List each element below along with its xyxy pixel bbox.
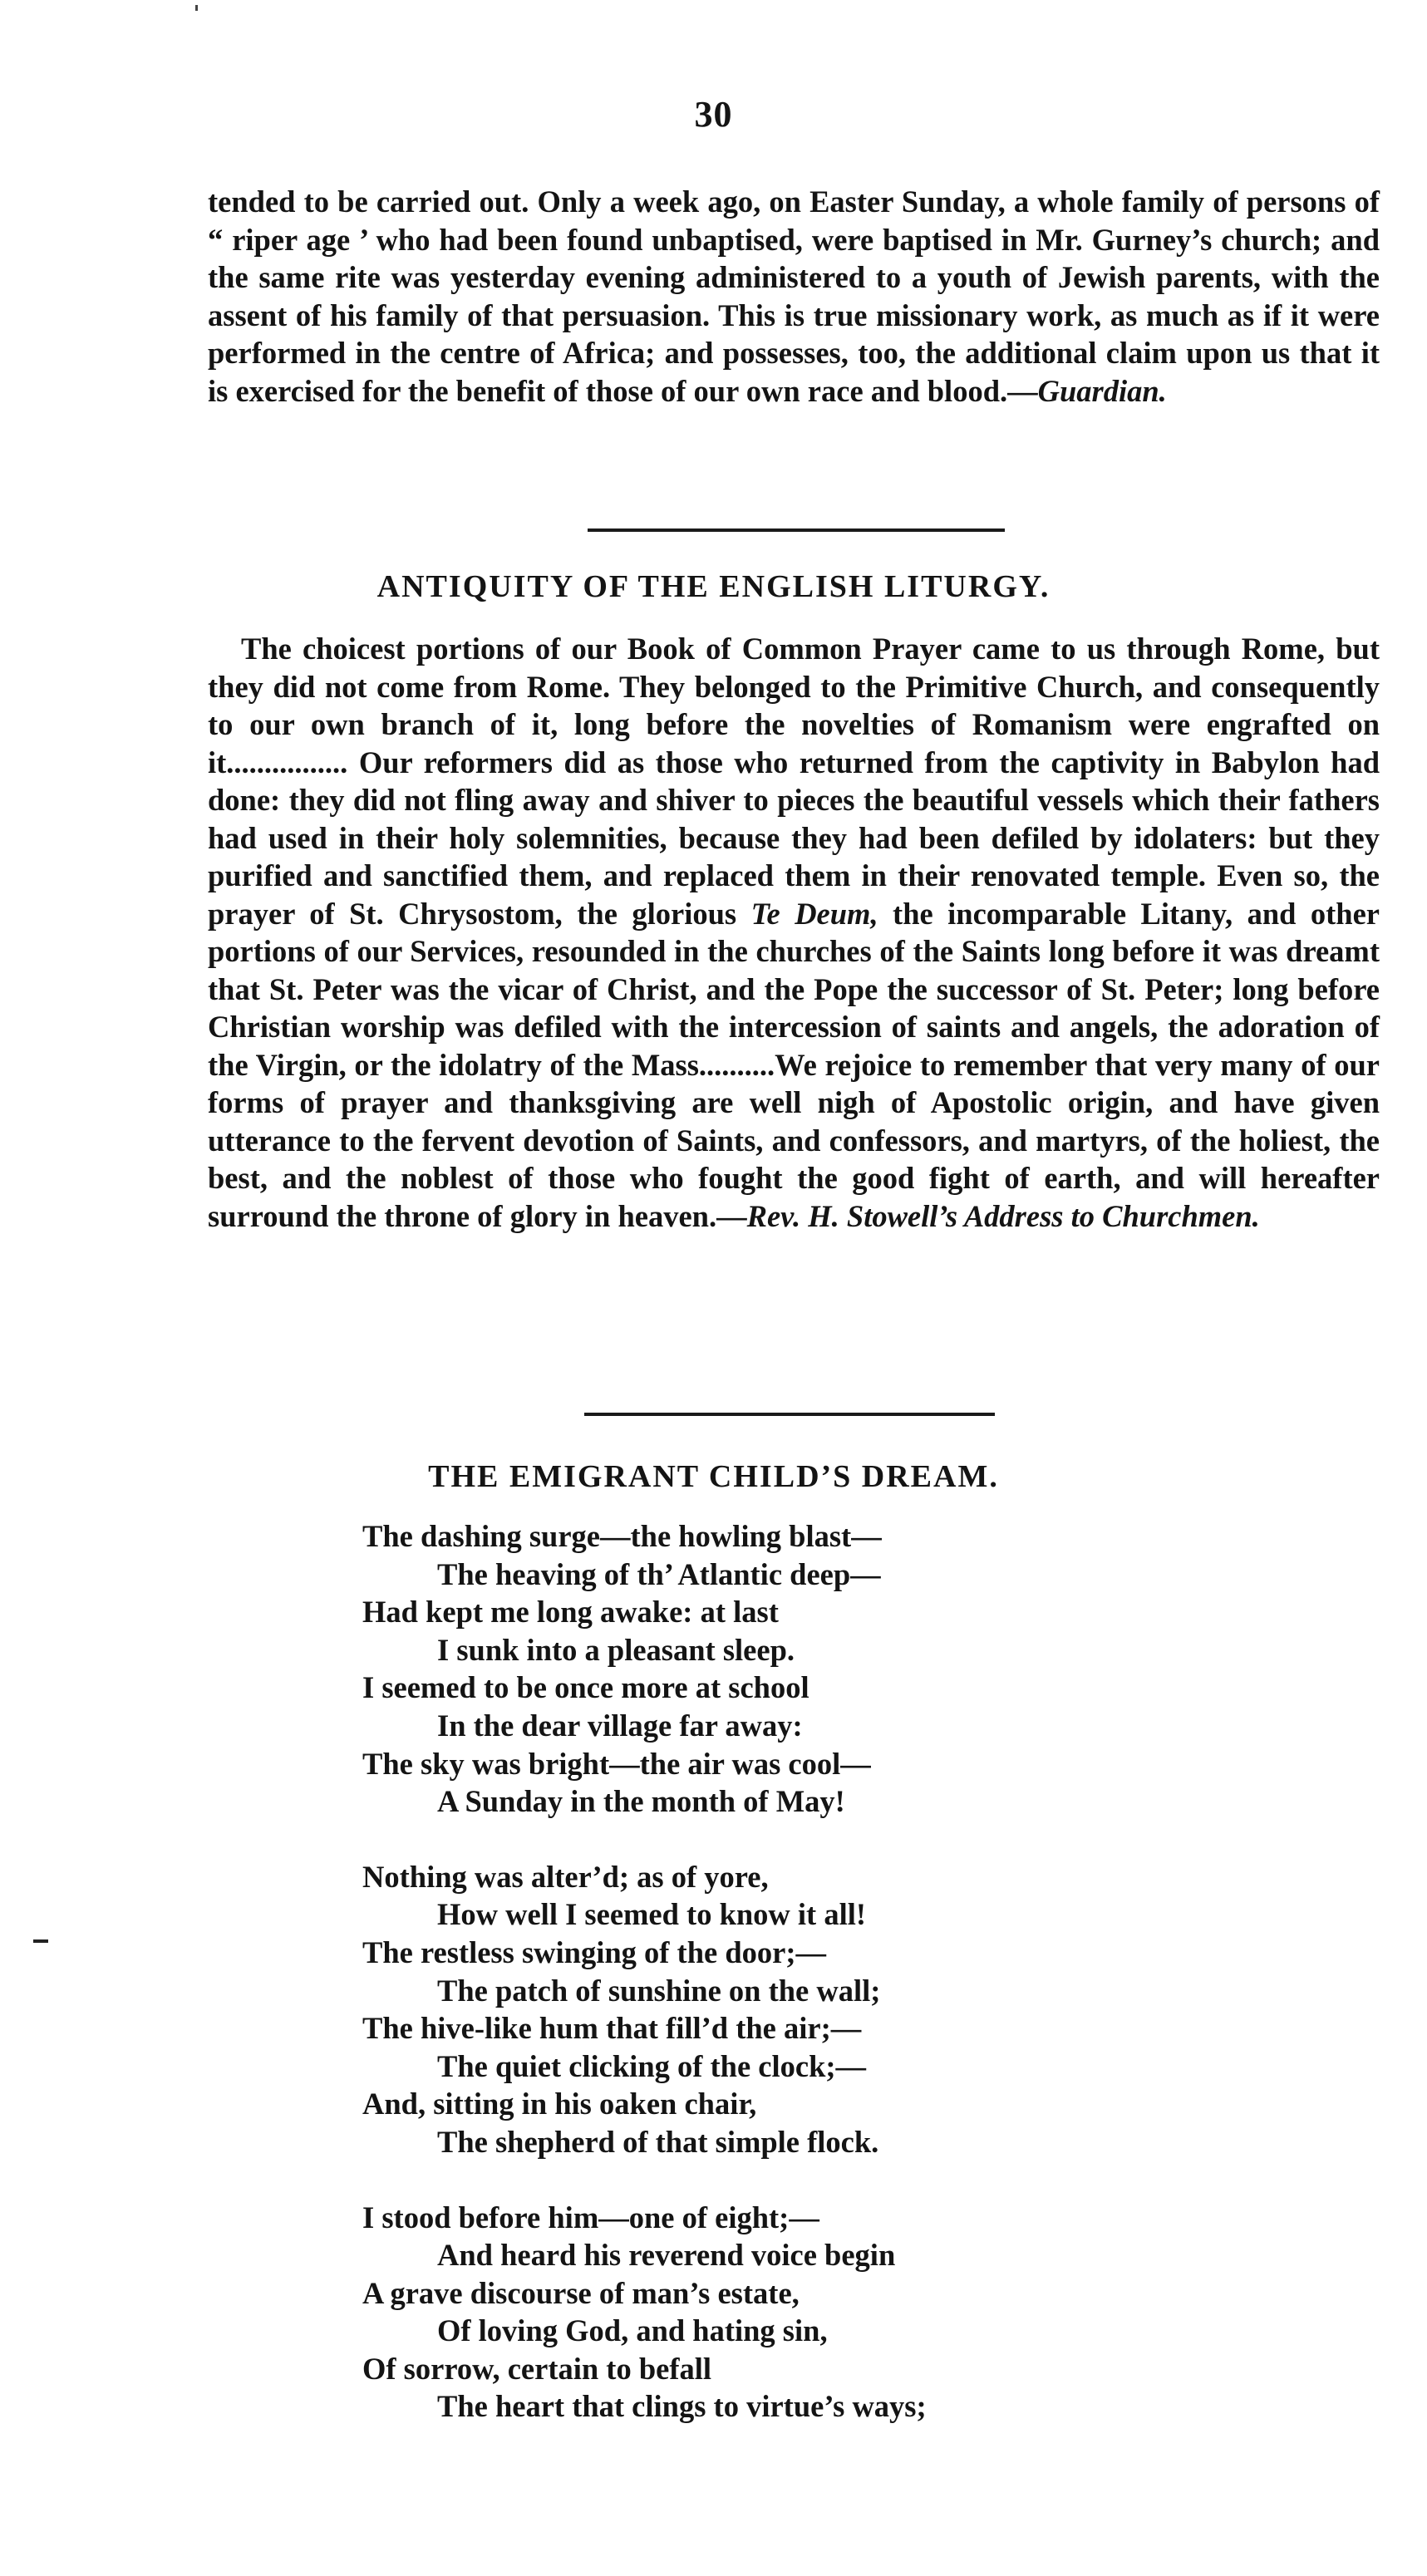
poem-line: Of loving God, and hating sin, xyxy=(437,2313,828,2348)
liturgy-source: Rev. H. Stowell’s Address to Churchmen. xyxy=(746,1198,1260,1233)
continued-article-source: Guardian. xyxy=(1037,373,1167,408)
poem-line: And, sitting in his oaken chair, xyxy=(362,2087,757,2121)
margin-mark xyxy=(33,1939,48,1943)
poem-line: The patch of sunshine on the wall; xyxy=(437,1973,881,2008)
poem-line: In the dear village far away: xyxy=(437,1708,803,1743)
poem-line: Of sorrow, certain to befall xyxy=(362,2351,711,2386)
continued-article-text: tended to be carried out. Only a week ago, on Easter Sunday, a whole family of persons of “ riper age ’ who had been found unbaptised, were baptised in Mr. Gurney’s church; and the same rite was yesterday evening administered to a youth of Jewish parents, with the assent of his family of that persuasion. This is true missionary work, as much as if it were performed in the centre of Africa; and possesses, too, the additional claim upon us that it is exercised for the benefit of those of our own race and blood.— xyxy=(208,184,1380,408)
section-divider-rule xyxy=(584,1413,995,1416)
liturgy-article xyxy=(208,630,1380,1235)
poem-line: The shepherd of that simple flock. xyxy=(437,2124,879,2159)
poem-stanza xyxy=(362,1517,1360,1821)
continued-article-paragraph xyxy=(208,183,1380,410)
poem-line: The hive-like hum that fill’d the air;— xyxy=(362,2011,862,2046)
poem-line: The heart that clings to virtue’s ways; xyxy=(437,2389,927,2424)
liturgy-paragraph xyxy=(208,630,1380,1235)
poem-line: A Sunday in the month of May! xyxy=(437,1784,845,1819)
poem-line: The sky was bright—the air was cool— xyxy=(362,1746,871,1781)
poem-line: The heaving of th’ Atlantic deep— xyxy=(437,1556,881,1591)
liturgy-heading: ANTIQUITY OF THE ENGLISH LITURGY. xyxy=(376,569,1051,604)
poem-line: And heard his reverend voice begin xyxy=(437,2238,896,2273)
poem-line: The quiet clicking of the clock;— xyxy=(437,2048,867,2083)
liturgy-text-continued: the incomparable Litany, and other portions of our Services, resounded in the churches of the Saints long before it was dreamt that St. Peter was the vicar of Christ, and the Pope the successor of St. Peter; long before Christian worship was defiled with the intercession of saints and angels, the adoration of the Virgin, or the idolatry of the Mass..........We rejoice to remember that very many of our forms of prayer and thanksgiving are well nigh of Apostolic origin, and have given utterance to the fervent devotion of Saints, and confessors, and martyrs, of the holiest, the best, and the noblest of those who fought the good fight of earth, and will hereafter surround the throne of glory in heaven.— xyxy=(208,896,1380,1233)
poem-line: Nothing was alter’d; as of yore, xyxy=(362,1859,769,1894)
poem-stanza xyxy=(362,2199,1360,2426)
poem-stanza xyxy=(362,1858,1360,2161)
poem-line: How well I seemed to know it all! xyxy=(437,1897,867,1932)
poem-line: A grave discourse of man’s estate, xyxy=(362,2275,800,2310)
poem-line: The restless swinging of the door;— xyxy=(362,1934,826,1969)
poem-line: The dashing surge—the howling blast— xyxy=(362,1519,882,1553)
liturgy-text: The choicest portions of our Book of Common Prayer came to us through Rome, but they did not come from Rome. They belonged to the Primitive Church, and consequently to our own branch of it, long before the novelties of Romanism were engrafted on it................ Our reformers did as those who returned from the captivity in Babylon had done: they did not fling away and shiver to pieces the beautiful vessels which their fathers had used in their holy solemnities, because they had been defiled by idolaters: but they purified and sanctified them, and replaced them in their renovated temple. Even so, the prayer of St. Chrysostom, the glorious xyxy=(208,632,1380,931)
print-speck xyxy=(195,5,198,11)
poem-line: I seemed to be once more at school xyxy=(362,1670,809,1705)
poem-line: Had kept me long awake: at last xyxy=(362,1595,779,1630)
te-deum-title: Te Deum, xyxy=(750,896,878,931)
poem-heading: THE EMIGRANT CHILD’S DREAM. xyxy=(428,1459,999,1494)
page-number: 30 xyxy=(694,94,733,135)
section-divider-rule xyxy=(588,528,1005,532)
continued-article xyxy=(208,183,1380,410)
poem-line: I sunk into a pleasant sleep. xyxy=(437,1632,795,1667)
poem-line: I stood before him—one of eight;— xyxy=(362,2200,819,2234)
poem xyxy=(362,1517,1360,2463)
